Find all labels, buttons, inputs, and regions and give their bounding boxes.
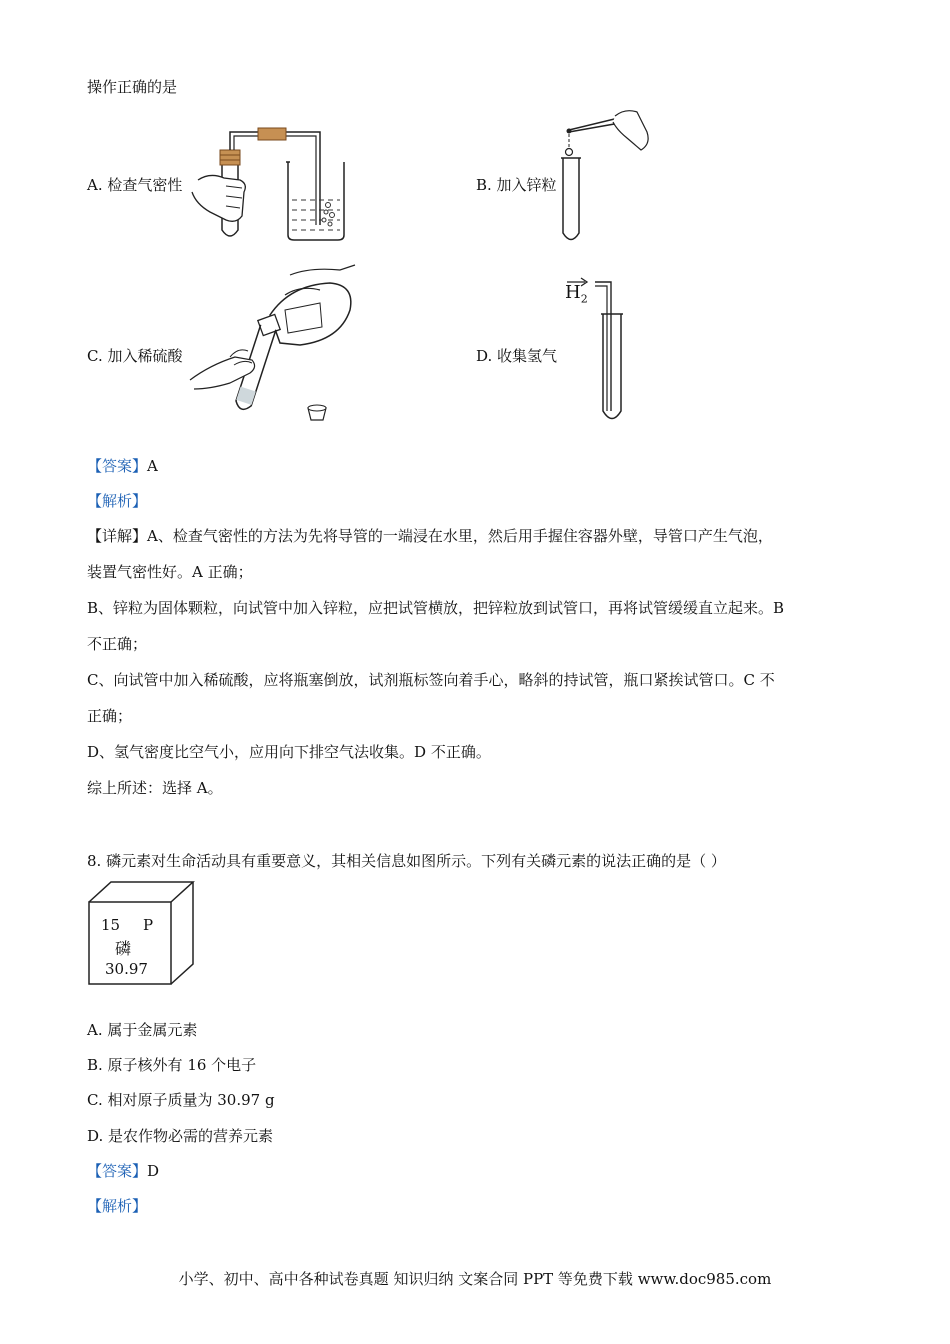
answer-value: D (147, 1162, 160, 1180)
q7-answer (87, 455, 158, 476)
q8-option-d: D. 是农作物必需的营养元素 (87, 1127, 274, 1145)
atomic-mass: 30.97 (105, 960, 148, 978)
question-8-stem: 8. 磷元素对生命活动具有重要意义，其相关信息如图所示。下列有关磷元素的说法正确的是（ ） (87, 852, 726, 870)
answer-tag: 【答案】 (87, 457, 148, 475)
detail-text: A、检查气密性的方法为先将导管的一端浸在水里，然后用手握住容器外壁，导管口产生气泡， (147, 527, 773, 545)
element-name: 磷 (115, 939, 132, 958)
q8-option-b: B. 原子核外有 16 个电子 (87, 1056, 257, 1074)
q7-detail-line-2: 装置气密性好。A 正确； (87, 563, 253, 581)
airtightness-check-figure (190, 120, 350, 245)
q7-analysis-tag: 【解析】 (87, 492, 148, 510)
q7-detail-line-6: 正确； (87, 707, 133, 725)
q8-option-a: A. 属于金属元素 (87, 1021, 198, 1039)
q7-detail-line-7: D、氢气密度比空气小，应用向下排空气法收集。D 不正确。 (87, 743, 491, 761)
option-d-label: D. 收集氢气 (476, 347, 558, 365)
answer-value: A (147, 457, 158, 475)
element-cell-figure (87, 880, 197, 988)
q8-analysis-tag: 【解析】 (87, 1197, 148, 1215)
hydrogen-subscript: 2 (580, 292, 588, 306)
q8-option-c: C. 相对原子质量为 30.97 g (87, 1091, 275, 1109)
page-footer: 小学、初中、高中各种试卷真题 知识归纳 文案合同 PPT 等免费下载 www.doc985.com (178, 1270, 772, 1288)
element-symbol: P (143, 916, 154, 934)
add-zinc-figure (555, 108, 655, 243)
option-b-label: B. 加入锌粒 (476, 176, 557, 194)
q8-answer (87, 1160, 159, 1181)
detail-tag: 【详解】 (87, 527, 148, 545)
question-7-stem: 操作正确的是 (87, 78, 178, 96)
option-c-label: C. 加入稀硫酸 (87, 347, 183, 365)
q7-detail-line-1 (87, 525, 773, 546)
q7-detail-line-5: C、向试管中加入稀硫酸，应将瓶塞倒放，试剂瓶标签向着手心，略斜的持试管，瓶口紧挨试管口。C 不 (87, 671, 775, 689)
q7-detail-line-3: B、锌粒为固体颗粒，向试管中加入锌粒，应把试管横放，把锌粒放到试管口，再将试管缓缓直立起来。B (87, 599, 785, 617)
answer-tag: 【答案】 (87, 1162, 148, 1180)
add-dilute-acid-figure (190, 265, 360, 425)
collect-hydrogen-figure (565, 276, 635, 426)
q7-detail-line-4: 不正确； (87, 635, 148, 653)
hydrogen-symbol: H (565, 282, 581, 303)
atomic-number: 15 (101, 916, 121, 934)
q7-summary-line: 综上所述：选择 A。 (87, 779, 223, 797)
option-a-label: A. 检查气密性 (87, 176, 183, 194)
